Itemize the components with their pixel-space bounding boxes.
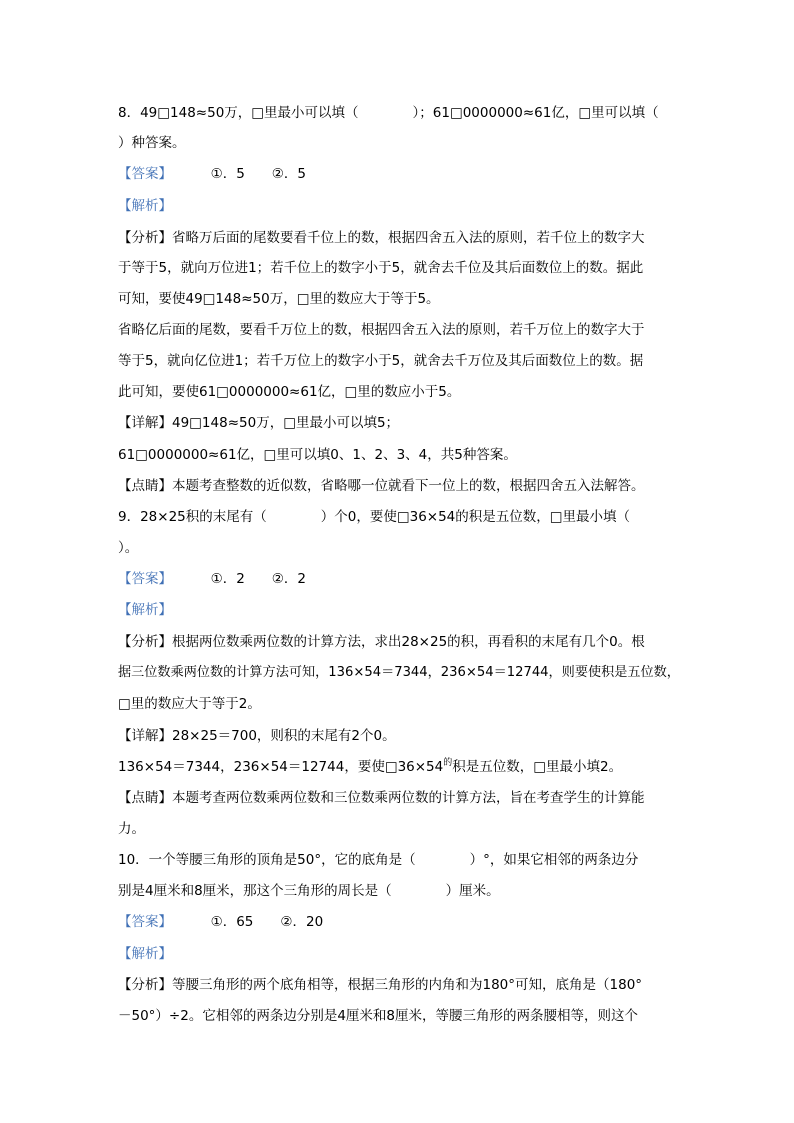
xiangjie-text-b: 积是五位数，□里最小填2。: [452, 759, 623, 775]
q9-answer: [118, 570, 306, 588]
xiangjie-tag: 【详解】: [118, 415, 172, 431]
q8-fenxi-line3: 可知，要使49□148≈50万，□里的数应大于等于5。: [118, 291, 440, 307]
fenxi-text: 根据两位数乘两位数的计算方法，求出28×25的积，再看积的末尾有几个0。根: [172, 634, 645, 650]
answer-tag: 【答案】: [118, 166, 172, 182]
q9-fenxi-line1: [118, 633, 645, 651]
answer-tag: 【答案】: [118, 914, 172, 930]
q8-fenxi-line5: 等于5，就向亿位进1；若千万位上的数字小于5，就舍去千万位及其后面数位上的数。据: [118, 353, 644, 369]
q9-xiangjie-line2: [118, 758, 622, 778]
q8-analysis-tag: 【解析】: [118, 198, 172, 214]
q10-stem-line2: 别是4厘米和8厘米，那这个三角形的周长是（ ）厘米。: [118, 883, 500, 899]
xiangjie-text-a: 136×54＝7344，236×54＝12744，要使□36×54: [118, 759, 444, 775]
q9-xiangjie-line1: [118, 727, 396, 745]
fenxi-text: 省略万后面的尾数要看千位上的数，根据四舍五入法的原则，若千位上的数字大: [172, 230, 645, 246]
q8-fenxi-line2: 于等于5，就向万位进1；若千位上的数字小于5，就舍去千位及其后面数位上的数。据此: [118, 260, 644, 276]
answer-values: ①．65 ②．20: [210, 914, 324, 930]
q8-stem-line2: ）种答案。: [118, 135, 186, 151]
dianjing-tag: 【点睛】: [118, 790, 172, 806]
q9-stem-line2: ）。: [118, 540, 139, 556]
q8-xiangjie-line2: 61□0000000≈61亿，□里可以填0、1、2、3、4，共5种答案。: [118, 447, 517, 463]
dianjing-tag: 【点睛】: [118, 478, 172, 494]
fenxi-tag: 【分析】: [118, 230, 172, 246]
q8-fenxi-line4: 省略亿后面的尾数，要看千万位上的数，根据四舍五入法的原则，若千万位上的数字大于: [118, 322, 645, 338]
q8-xiangjie-line1: [118, 414, 399, 432]
q8-fenxi-line6: 此可知，要使61□0000000≈61亿，□里的数应小于5。: [118, 384, 461, 400]
xiangjie-text: 49□148≈50万，□里最小可以填5；: [172, 415, 400, 431]
q9-analysis-tag: 【解析】: [118, 602, 172, 618]
q9-fenxi-line3: □里的数应大于等于2。: [118, 696, 261, 712]
q8-answer: [118, 165, 306, 183]
xiangjie-text: 28×25＝700，则积的末尾有2个0。: [172, 728, 396, 744]
answer-values: ①．2 ②．2: [210, 571, 306, 587]
fenxi-tag: 【分析】: [118, 634, 172, 650]
q8-dianjing: [118, 477, 645, 495]
fenxi-tag: 【分析】: [118, 977, 172, 993]
q10-analysis-tag: 【解析】: [118, 946, 172, 962]
answer-tag: 【答案】: [118, 571, 172, 587]
q9-dianjing-line1: [118, 789, 645, 807]
q9-dianjing-line2: 力。: [118, 821, 145, 837]
q10-stem-line1: 10．一个等腰三角形的顶角是50°，它的底角是（ ）°，如果它相邻的两条边分: [118, 852, 639, 868]
answer-values: ①．5 ②．5: [210, 166, 306, 182]
q8-stem-line1: 8．49□148≈50万，□里最小可以填（ ）；61□0000000≈61亿，□里可以填（: [118, 105, 659, 121]
q9-stem-line1: 9．28×25积的末尾有（ ）个0，要使□36×54的积是五位数，□里最小填（: [118, 509, 631, 525]
q10-answer: [118, 913, 323, 931]
q8-fenxi-line1: [118, 229, 645, 247]
xiangjie-tag: 【详解】: [118, 728, 172, 744]
q10-fenxi-line2: －50°）÷2。它相邻的两条边分别是4厘米和8厘米，等腰三角形的两条腰相等，则这个: [118, 1008, 639, 1024]
q9-fenxi-line2: 据三位数乘两位数的计算方法可知，136×54＝7344，236×54＝12744，则要使积是五位数，: [118, 665, 680, 680]
dianjing-text: 本题考查两位数乘两位数和三位数乘两位数的计算方法，旨在考查学生的计算能: [172, 790, 645, 806]
fenxi-text: 等腰三角形的两个底角相等，根据三角形的内角和为180°可知，底角是（180°: [172, 977, 643, 993]
q10-fenxi-line1: [118, 976, 642, 994]
dianjing-text: 本题考查整数的近似数，省略哪一位就看下一位上的数，根据四舍五入法解答。: [172, 478, 645, 494]
superscript-char: 的: [443, 758, 453, 768]
